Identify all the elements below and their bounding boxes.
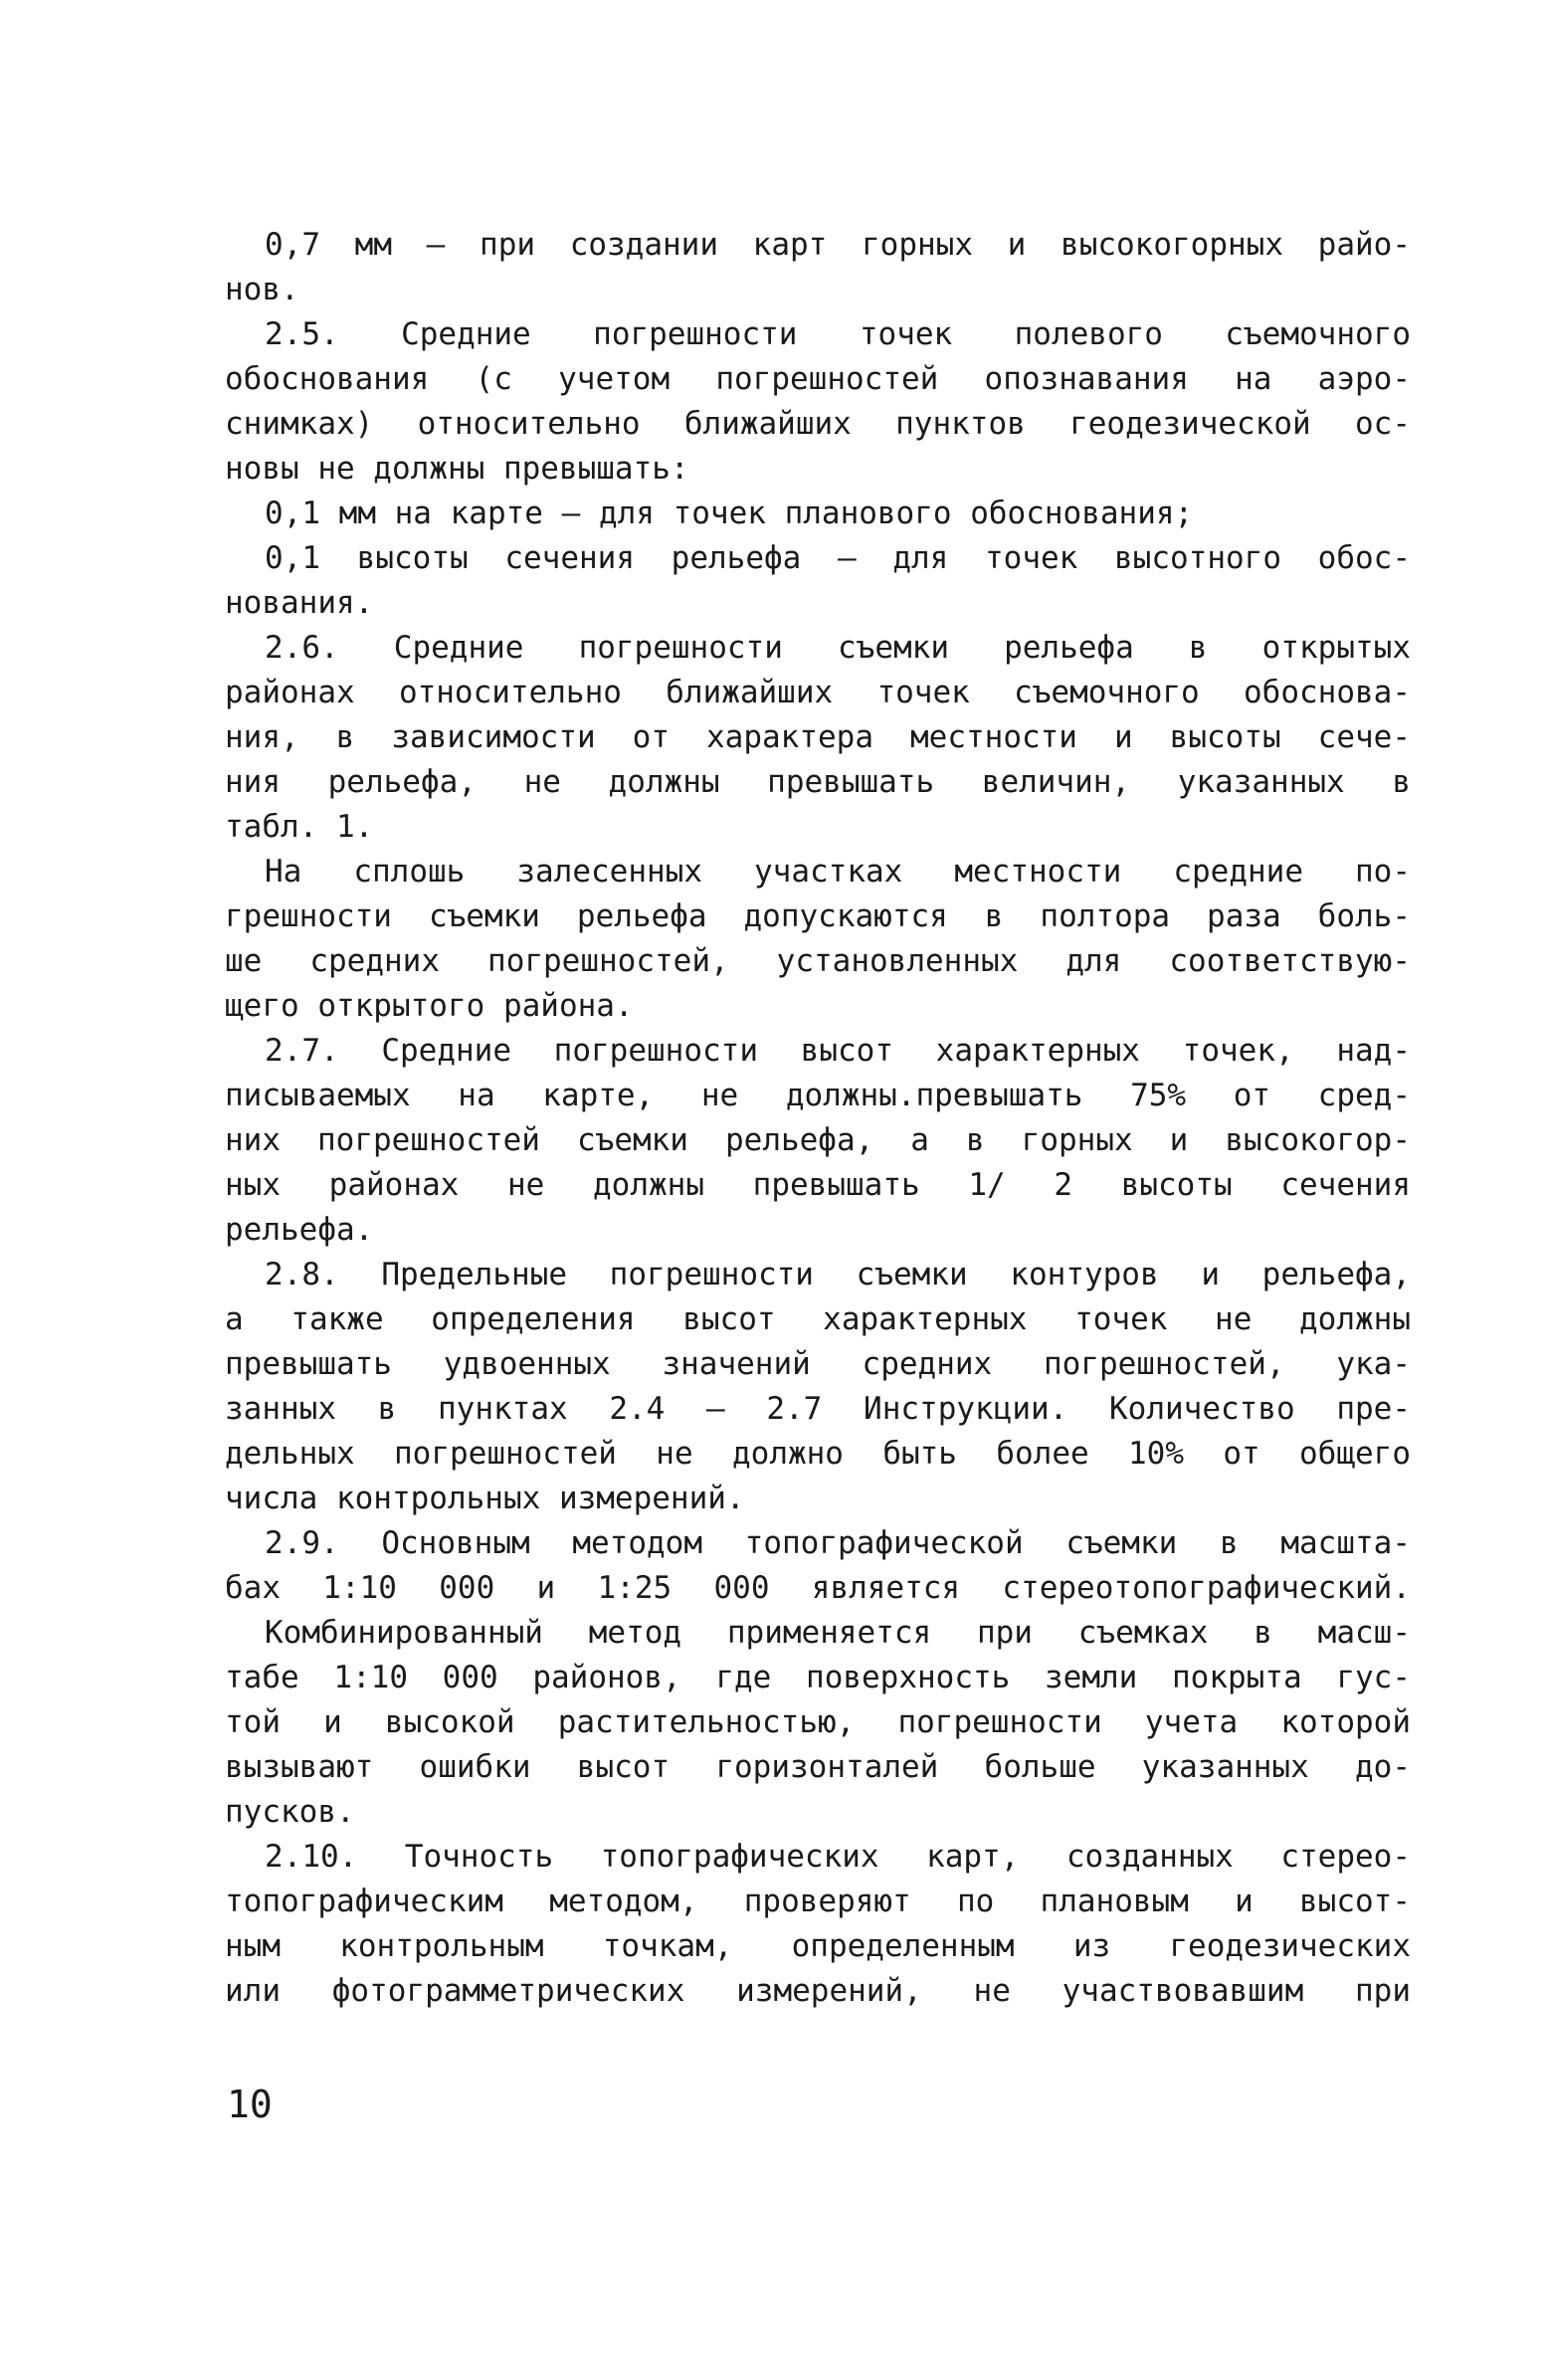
text-line: пусков. bbox=[225, 1794, 355, 1830]
body-text bbox=[225, 223, 1411, 2014]
text-line: ния, в зависимости от характера местности и высоты сече- bbox=[225, 719, 1411, 755]
text-line: нования. bbox=[225, 585, 374, 621]
text-line: 0,1 мм на карте – для точек планового обоснования; bbox=[265, 496, 1194, 531]
text-line: превышать удвоенных значений средних погрешностей, ука- bbox=[225, 1346, 1411, 1382]
text-line: грешности съемки рельефа допускаются в полтора раза боль- bbox=[225, 898, 1411, 934]
text-line: нов. bbox=[225, 272, 299, 307]
text-line: ше средних погрешностей, установленных для соответствую- bbox=[225, 943, 1411, 979]
text-line: щего открытого района. bbox=[225, 988, 634, 1024]
text-line: них погрешностей съемки рельефа, а в горных и высокогор- bbox=[225, 1122, 1411, 1158]
text-line: обоснования (с учетом погрешностей опознавания на аэро- bbox=[225, 361, 1411, 397]
text-line: вызывают ошибки высот горизонталей больше указанных до- bbox=[225, 1749, 1411, 1785]
text-line: топографическим методом, проверяют по плановым и высот- bbox=[225, 1884, 1411, 1919]
text-line: ния рельефа, не должны превышать величин, указанных в bbox=[225, 764, 1411, 800]
text-line: табе 1:10 000 районов, где поверхность земли покрыта гус- bbox=[225, 1660, 1411, 1695]
page-number: 10 bbox=[227, 2082, 273, 2126]
text-line: 0,1 высоты сечения рельефа – для точек высотного обос- bbox=[265, 540, 1411, 576]
text-line: или фотограмметрических измерений, не участвовавшим при bbox=[225, 1973, 1411, 2009]
text-line: той и высокой растительностью, погрешности учета которой bbox=[225, 1704, 1411, 1740]
text-line: ных районах не должны превышать 1/ 2 высоты сечения bbox=[225, 1167, 1411, 1203]
text-line: бах 1:10 000 и 1:25 000 является стереотопографический. bbox=[225, 1570, 1411, 1606]
text-line: занных в пунктах 2.4 – 2.7 Инструкции. Количество пре- bbox=[225, 1391, 1411, 1427]
text-line: 2.7. Средние погрешности высот характерных точек, над- bbox=[265, 1033, 1411, 1069]
text-line: Комбинированный метод применяется при съемках в масш- bbox=[265, 1615, 1411, 1651]
text-line: писываемых на карте, не должны.превышать 75% от сред- bbox=[225, 1078, 1411, 1113]
text-line: числа контрольных измерений. bbox=[225, 1481, 745, 1516]
text-line: 2.9. Основным методом топографической съемки в масшта- bbox=[265, 1525, 1411, 1561]
text-line: снимках) относительно ближайших пунктов геодезической ос- bbox=[225, 406, 1411, 442]
text-line: 2.8. Предельные погрешности съемки контуров и рельефа, bbox=[265, 1257, 1411, 1292]
text-line: 2.5. Средние погрешности точек полевого съемочного bbox=[265, 316, 1411, 352]
text-line: рельефа. bbox=[225, 1212, 374, 1248]
text-line: 2.10. Точность топографических карт, созданных стерео- bbox=[265, 1839, 1411, 1875]
text-line: 0,7 мм – при создании карт горных и высокогорных райо- bbox=[265, 227, 1411, 263]
text-line: новы не должны превышать: bbox=[225, 451, 689, 487]
text-line: ным контрольным точкам, определенным из геодезических bbox=[225, 1928, 1411, 1964]
text-line: районах относительно ближайших точек съемочного обоснова- bbox=[225, 675, 1411, 710]
text-line: 2.6. Средние погрешности съемки рельефа в открытых bbox=[265, 630, 1411, 666]
text-line: а также определения высот характерных точек не должны bbox=[225, 1301, 1411, 1337]
text-line: дельных погрешностей не должно быть более 10% от общего bbox=[225, 1436, 1411, 1472]
text-line: На сплошь залесенных участках местности средние по- bbox=[265, 854, 1411, 890]
text-line: табл. 1. bbox=[225, 809, 374, 845]
